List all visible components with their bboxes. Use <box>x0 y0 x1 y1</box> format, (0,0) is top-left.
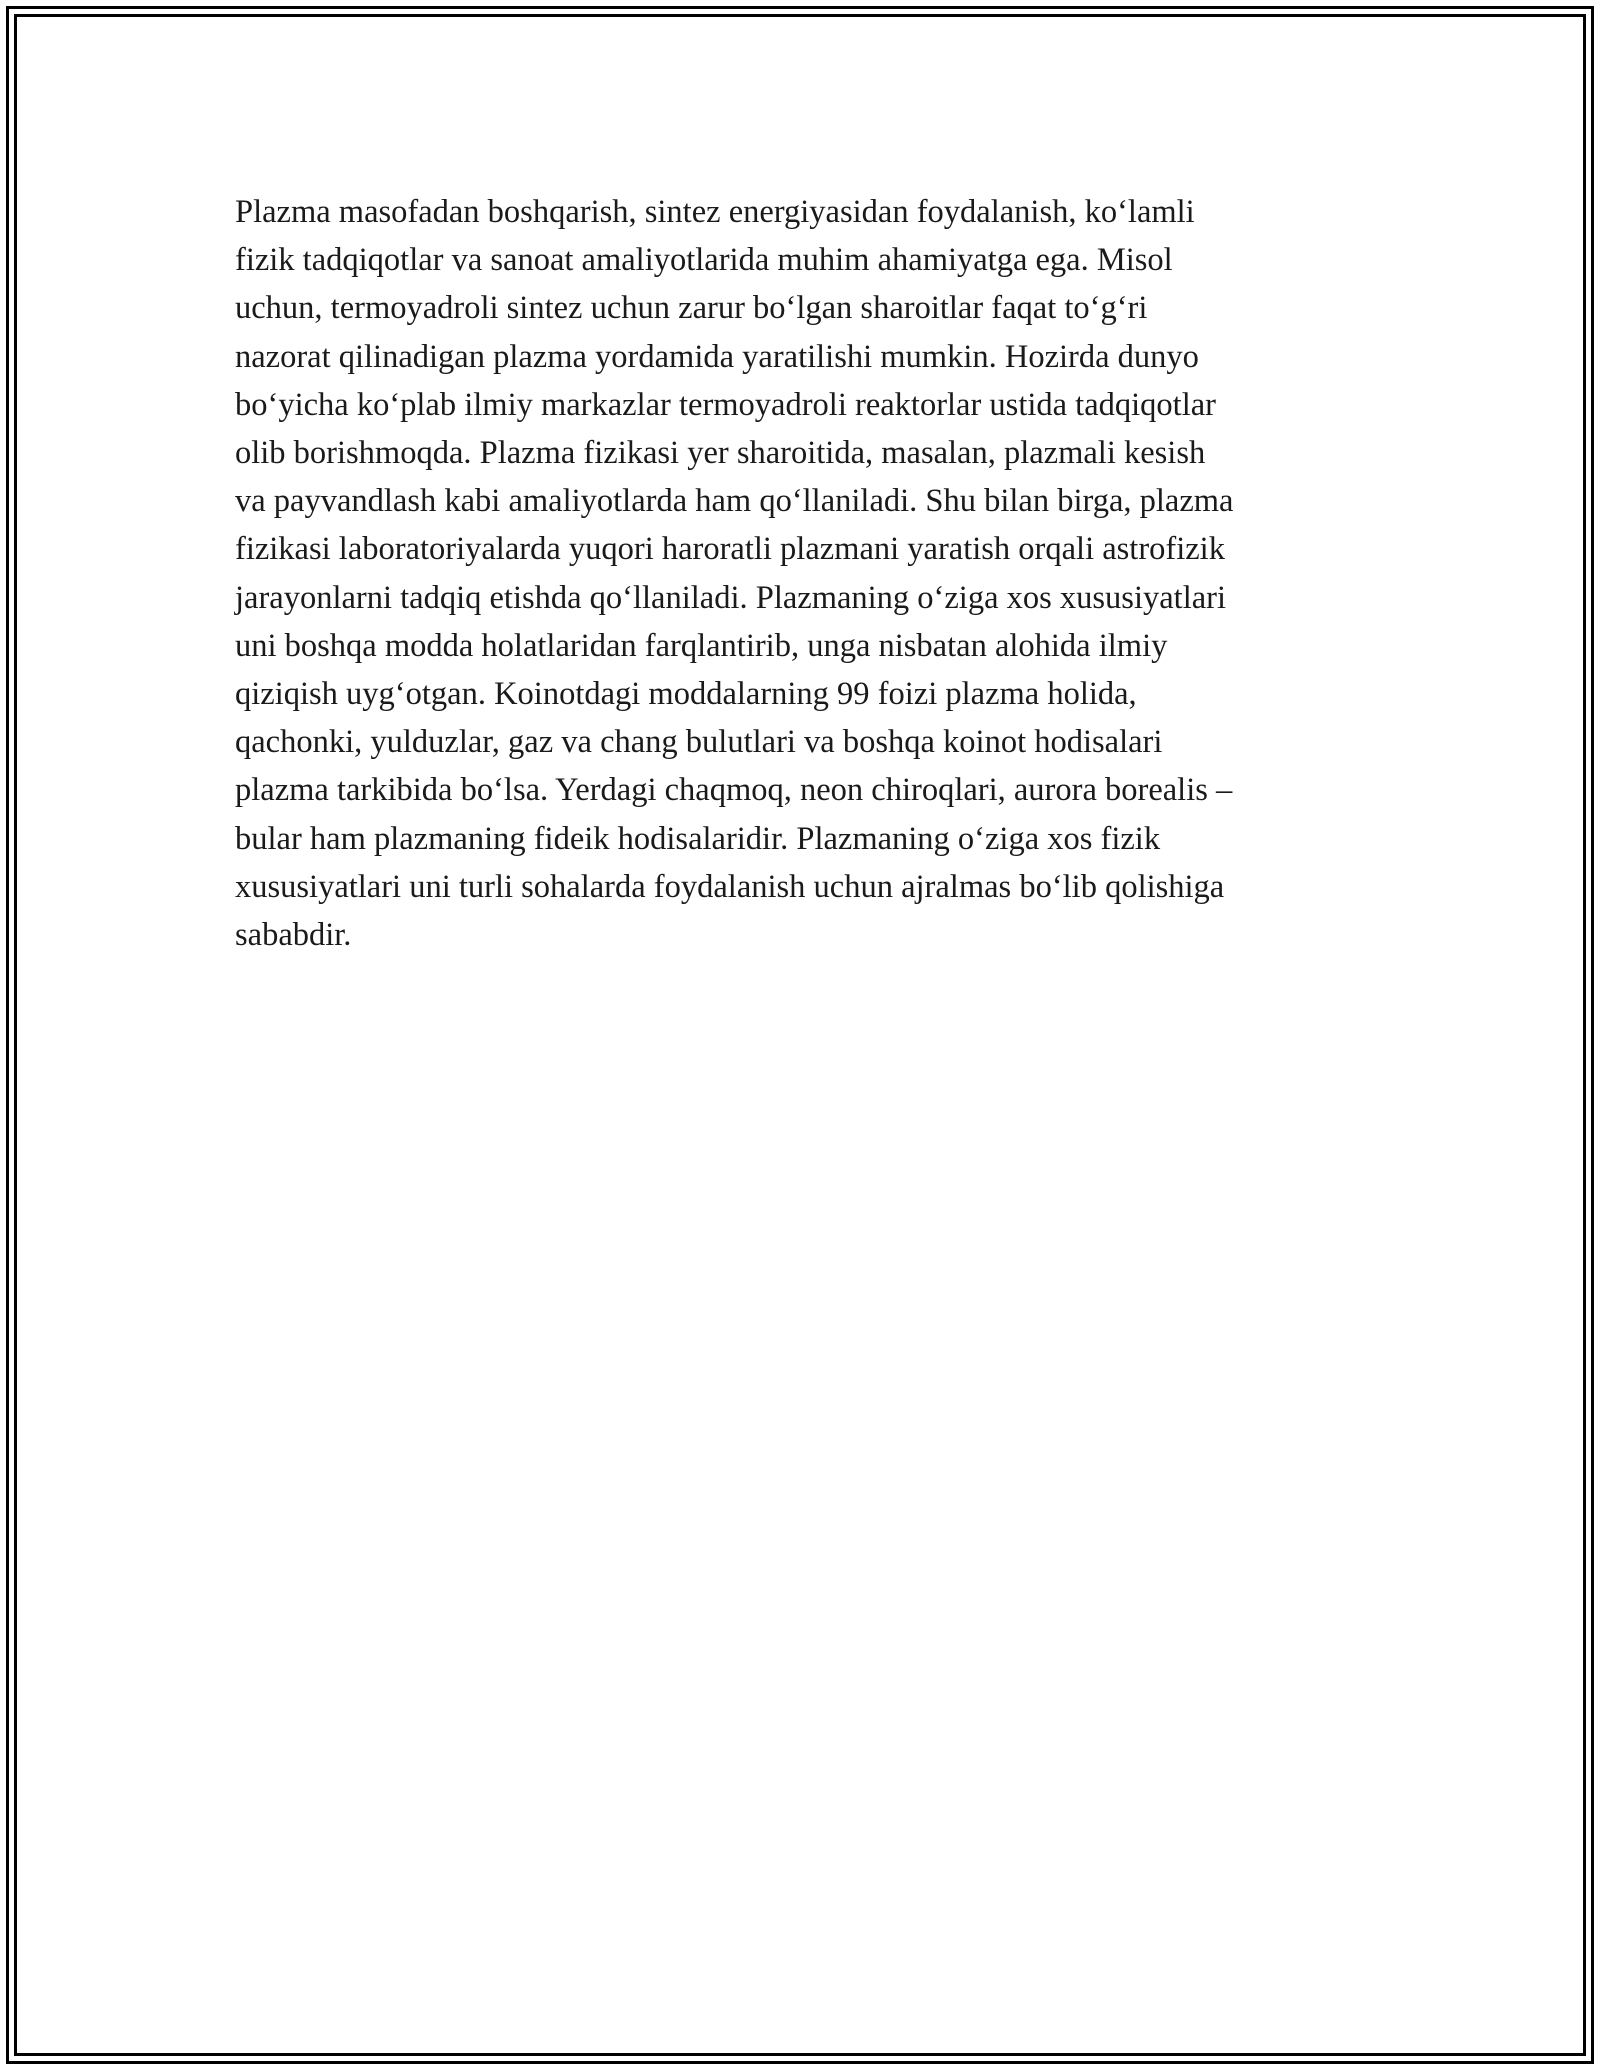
paragraph-line: fizikasi laboratoriyalarda yuqori haroratli plazmani yaratish orqali astrofizik <box>235 531 1225 568</box>
paragraph-line: uchun, termoyadroli sintez uchun zarur bo‘lgan sharoitlar faqat to‘g‘ri <box>235 290 1148 327</box>
paragraph-line: bular ham plazmaning fideik hodisalaridir. Plazmaning o‘ziga xos fizik <box>235 820 1161 857</box>
paragraph-line: jarayonlarni tadqiq etishda qo‘llaniladi. Plazmaning o‘ziga xos xususiyatlari <box>235 579 1226 616</box>
paragraph-line: va payvandlash kabi amaliyotlarda ham qo‘llaniladi. Shu bilan birga, plazma <box>235 483 1234 520</box>
paragraph-line: plazma tarkibida bo‘lsa. Yerdagi chaqmoq, neon chiroqlari, aurora borealis – <box>235 772 1233 809</box>
paragraph-line: sababdir. <box>235 917 352 954</box>
paragraph-line: Plazma masofadan boshqarish, sintez energiyasidan foydalanish, ko‘lamli <box>235 194 1195 230</box>
body-paragraph <box>235 188 1370 959</box>
paragraph-line: fizik tadqiqotlar va sanoat amaliyotlarida muhim ahamiyatga ega. Misol <box>235 242 1173 279</box>
paragraph-line: olib borishmoqda. Plazma fizikasi yer sharoitida, masalan, plazmali kesish <box>235 435 1206 472</box>
paragraph-line: qiziqish uyg‘otgan. Koinotdagi moddalarning 99 foizi plazma holida, <box>235 676 1137 713</box>
paragraph-line: xususiyatlari uni turli sohalarda foydalanish uchun ajralmas bo‘lib qolishiga <box>235 868 1225 905</box>
paragraph-line: bo‘yicha ko‘plab ilmiy markazlar termoyadroli reaktorlar ustida tadqiqotlar <box>235 386 1216 423</box>
paragraph-line: qachonki, yulduzlar, gaz va chang bulutlari va boshqa koinot hodisalari <box>235 724 1163 761</box>
paragraph-line: nazorat qilinadigan plazma yordamida yaratilishi mumkin. Hozirda dunyo <box>235 338 1199 375</box>
paragraph-line: uni boshqa modda holatlaridan farqlantirib, unga nisbatan alohida ilmiy <box>235 627 1168 664</box>
